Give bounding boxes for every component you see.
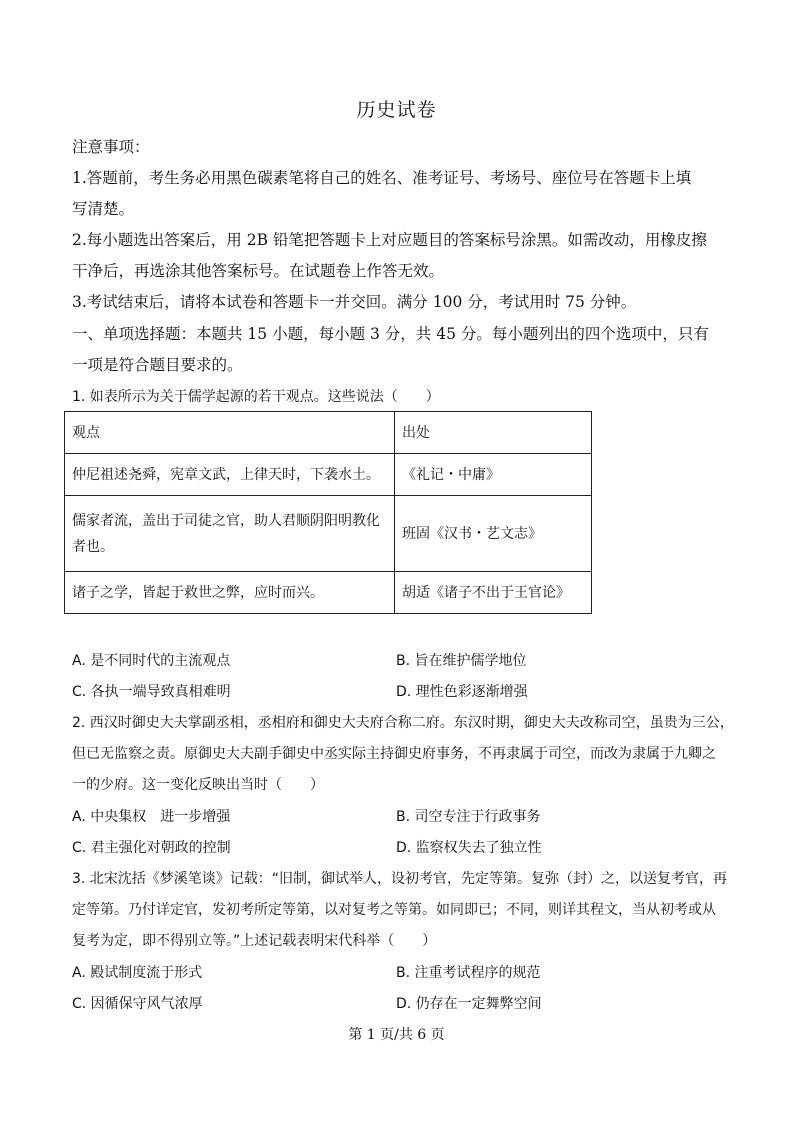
section-heading: 一、单项选择题：本题共 15 小题，每小题 3 分，共 45 分。每小题列出的四个选项中，只有 xyxy=(72,325,709,343)
question-2-option-a: A. 中央集权 进一步增强 xyxy=(72,809,231,825)
table-header-view: 观点 xyxy=(65,412,395,454)
table-row xyxy=(65,454,592,496)
table-cell-view-line: 儒家者流，盖出于司徒之官，助人君顺阴阳明教化 xyxy=(72,512,380,529)
question-1-option-a: A. 是不同时代的主流观点 xyxy=(72,653,231,669)
table-cell-view-line: 者也。 xyxy=(72,538,114,555)
question-1-option-b: B. 旨在维护儒学地位 xyxy=(396,653,527,669)
table-cell-source: 班固《汉书・艺文志》 xyxy=(395,496,592,572)
question-3-option-a: A. 殿试制度流于形式 xyxy=(72,965,203,981)
page-title: 历史试卷 xyxy=(356,99,437,121)
notice-line: 2.每小题选出答案后，用 2B 铅笔把答题卡上对应题目的答案标号涂黑。如需改动，用橡皮擦 xyxy=(72,231,707,249)
page-footer: 第 1 页/共 6 页 xyxy=(348,1027,445,1043)
question-2-option-d: D. 监察权失去了独立性 xyxy=(396,840,542,856)
table-cell-source: 《礼记・中庸》 xyxy=(395,454,592,496)
question-3-option-d: D. 仍存在一定舞弊空间 xyxy=(396,996,542,1012)
notice-line: 1.答题前，考生务必用黑色碳素笔将自己的姓名、准考证号、考场号、座位号在答题卡上填 xyxy=(72,169,692,187)
question-2-stem: 2. 西汉时御史大夫掌副丞相，丞相府和御史大夫府合称二府。东汉时期，御史大夫改称司空，虽贵为三公， xyxy=(72,715,734,731)
table-header-row xyxy=(65,412,592,454)
question-3-stem: 复考为定，即不得别立等。”上述记载表明宋代科举（ ） xyxy=(72,933,437,949)
table-cell-view: 诸子之学，皆起于救世之弊，应时而兴。 xyxy=(65,572,395,614)
notice-heading: 注意事项： xyxy=(72,138,150,156)
section-heading: 一项是符合题目要求的。 xyxy=(72,356,243,374)
notice-line: 3.考试结束后，请将本试卷和答题卡一并交回。满分 100 分，考试用时 75 分钟。 xyxy=(72,293,637,311)
table-row xyxy=(65,496,592,572)
table-header-source: 出处 xyxy=(395,412,592,454)
question-1-option-c: C. 各执一端导致真相难明 xyxy=(72,684,231,700)
question-1-option-d: D. 理性色彩逐渐增强 xyxy=(396,684,528,700)
question-2-stem: 但已无监察之责。原御史大夫副手御史中丞实际主持御史府事务，不再隶属于司空，而改为隶属于九卿之 xyxy=(72,746,716,762)
question-2-option-c: C. 君主强化对朝政的控制 xyxy=(72,840,231,856)
question-3-stem: 定等第。乃付详定官，发初考所定等第，以对复考之等第。如同即已；不同，则详其程文，当从初考或从 xyxy=(72,902,716,918)
sources-table xyxy=(64,411,592,614)
question-3-option-b: B. 注重考试程序的规范 xyxy=(396,965,541,981)
notice-line: 写清楚。 xyxy=(72,200,135,218)
table-cell-view xyxy=(65,496,395,572)
question-3-option-c: C. 因循保守风气浓厚 xyxy=(72,996,203,1012)
table-cell-view: 仲尼祖述尧舜，宪章文武，上律天时，下袭水土。 xyxy=(65,454,395,496)
question-3-stem: 3. 北宋沈括《梦溪笔谈》记载：“旧制，御试举人，设初考官，先定等第。复弥（封）之，以送复考官，再 xyxy=(72,871,728,887)
question-1-stem: 1. 如表所示为关于儒学起源的若干观点。这些说法（ ） xyxy=(72,389,440,405)
notice-line: 干净后，再选涂其他答案标号。在试题卷上作答无效。 xyxy=(72,262,445,280)
table-row xyxy=(65,572,592,614)
question-2-option-b: B. 司空专注于行政事务 xyxy=(396,809,541,825)
question-2-stem: 一的少府。这一变化反映出当时（ ） xyxy=(72,777,324,793)
table-cell-source: 胡适《诸子不出于王官论》 xyxy=(395,572,592,614)
